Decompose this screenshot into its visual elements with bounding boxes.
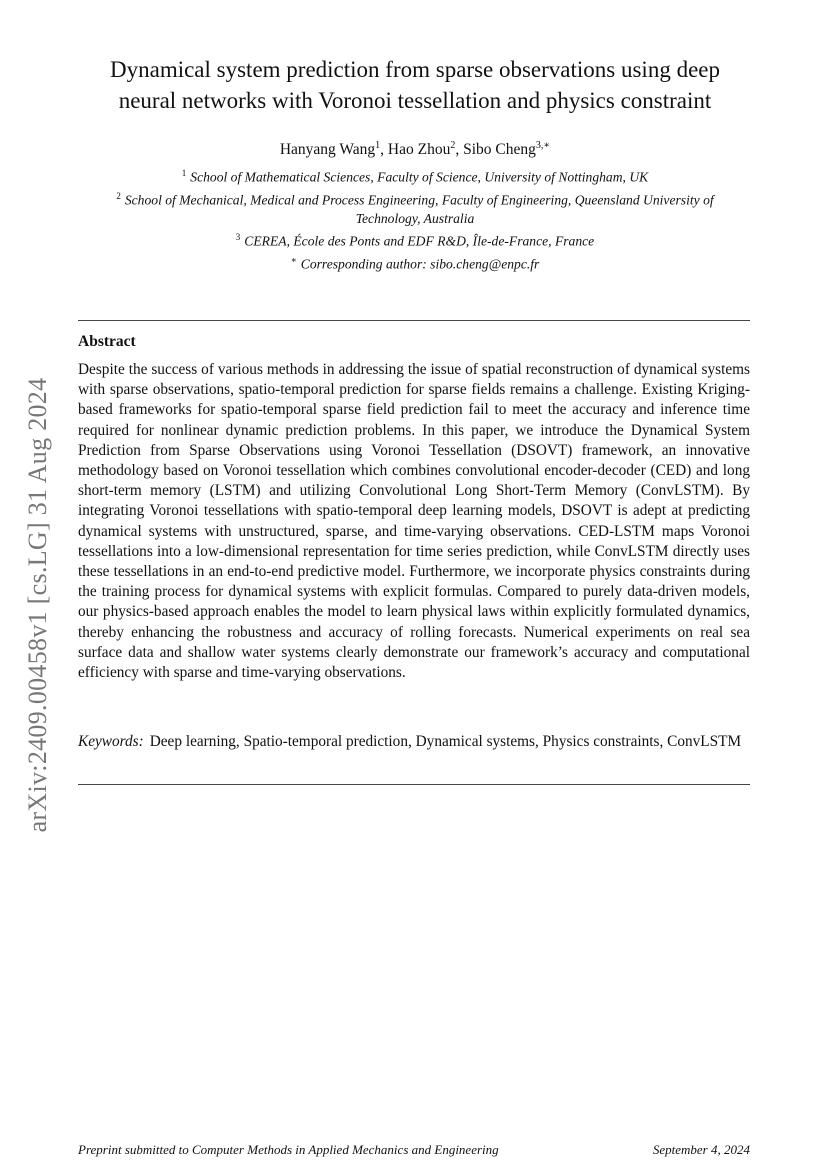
corresponding-author-text: Corresponding author: sibo.cheng@enpc.fr (300, 256, 540, 272)
affiliation (95, 164, 735, 187)
author-affil-mark: 2 (450, 140, 456, 151)
affiliation-text: School of Mechanical, Medical and Process Engineering, Faculty of Engineering, Queensland University of Technology, Australia (124, 192, 714, 227)
submission-note: Preprint submitted to Computer Methods in Applied Mechanics and Engineering (78, 1142, 499, 1157)
abstract-heading: Abstract (78, 333, 136, 350)
author-affil-mark: 3,∗ (535, 140, 551, 151)
corresponding-author (95, 251, 735, 274)
corresponding-mark: ∗ (290, 254, 297, 265)
affiliation-text: School of Mathematical Sciences, Faculty of Science, University of Nottingham, UK (190, 169, 649, 185)
author-separator: , (380, 141, 388, 159)
affiliation-mark: 3 (235, 232, 241, 243)
abstract-bottom-divider (78, 784, 750, 785)
keywords (78, 732, 750, 752)
affiliation (95, 228, 735, 251)
author-affil-mark: 1 (375, 140, 381, 151)
footer-date: September 4, 2024 (652, 1142, 750, 1157)
abstract-body: Despite the success of various methods in addressing the issue of spatial reconstruction of dynamical systems with sparse observations, spatio-temporal prediction for sparse fields remains a challenge. Existing Kriging-based frameworks for spatio-temporal sparse field prediction fail to meet the accuracy and inference time required for nonlinear dynamic prediction problems. In this paper, we introduce the Dynamical System Prediction from Sparse Observations using Voronoi Tessellation (DSOVT) framework, an innovative methodology based on Voronoi tessellation which combines convolutional encoder-decoder (CED) and long short-term memory (LSTM) and utilizing Convolutional Long Short-Term Memory (ConvLSTM). By integrating Voronoi tessellations with spatio-temporal deep learning models, DSOVT is adept at predicting dynamical systems with unstructured, sparse, and time-varying observations. CED-LSTM maps Voronoi tessellations into a low-dimensional representation for time series prediction, while ConvLSTM directly uses these tessellations in an end-to-end predictive model. Furthermore, we incorporate physics constraints during the training process for dynamical systems with explicit formulas. Compared to purely data-driven models, our physics-based approach enables the model to learn physical laws within explicitly formulated dynamics, thereby enhancing the robustness and accuracy of rolling forecasts. Numerical experiments on real sea surface data and shallow water systems clearly demonstrate our framework’s accuracy and computational efficiency with sparse and time-varying observations. (78, 361, 750, 682)
keywords-text: Deep learning, Spatio-temporal prediction, Dynamical systems, Physics constraints, ConvLSTM (149, 733, 742, 750)
keywords-label: Keywords: (78, 733, 144, 750)
author (388, 141, 463, 158)
affiliation-list (95, 164, 735, 273)
affiliation-text: CEREA, École des Ponts and EDF R&D, Île-de-France, France (244, 233, 595, 249)
paper-title (80, 54, 750, 116)
arxiv-identifier-stamp[interactable]: arXiv:2409.00458v1 [cs.LG] 31 Aug 2024 (23, 377, 52, 833)
title-line-2: neural networks with Voronoi tessellation and physics constraint (118, 88, 712, 113)
affiliation (95, 187, 735, 229)
title-line-1: Dynamical system prediction from sparse observations using deep (110, 57, 720, 82)
author-name: Hanyang Wang (279, 141, 376, 159)
author-separator: , (455, 141, 464, 159)
affiliation-mark: 2 (116, 190, 121, 201)
author (280, 141, 388, 158)
author-name: Hao Zhou (387, 141, 451, 159)
abstract-top-divider (78, 320, 750, 321)
author-list (80, 136, 750, 160)
author (463, 141, 550, 158)
author-name: Sibo Cheng (463, 141, 536, 159)
affiliation-mark: 1 (181, 168, 187, 178)
